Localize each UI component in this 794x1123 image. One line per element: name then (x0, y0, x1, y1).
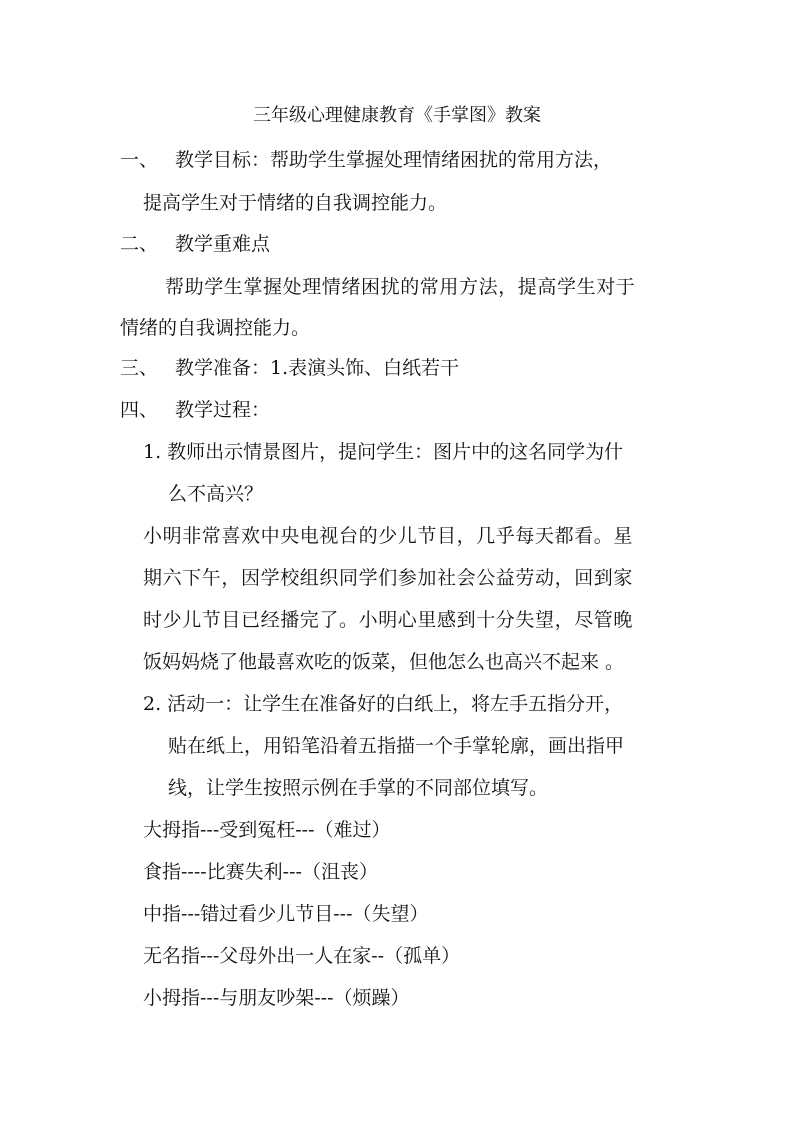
finger-item: 中指---错过看少儿节目---（失望） (143, 903, 429, 925)
story-line: 期六下午，因学校组织同学们参加社会公益劳动，回到家 (143, 567, 634, 589)
section-number: 四、 (120, 399, 159, 421)
section-number: 三、 (120, 357, 159, 379)
step-2-text: 贴在纸上，用铅笔沿着五指描一个手掌轮廓，画出指甲 (168, 735, 625, 757)
story-line: 小明非常喜欢中央电视台的少儿节目，几乎每天都看。星 (143, 525, 634, 547)
section-heading: 教学过程： (175, 399, 271, 421)
paragraph-text: 教学目标：帮助学生掌握处理情绪困扰的常用方法， (175, 149, 613, 171)
document-title: 三年级心理健康教育《手掌图》教案 (253, 105, 541, 126)
story-line: 饭妈妈烧了他最喜欢吃的饭菜，但他怎么也高兴不起来 。 (143, 651, 625, 673)
story-line: 时少儿节目已经播完了。小明心里感到十分失望，尽管晚 (143, 609, 634, 631)
section-heading: 教学重难点 (175, 233, 271, 255)
finger-item: 食指----比赛失利---（沮丧） (143, 861, 378, 883)
paragraph-text: 教学准备：1.表演头饰、白纸若干 (175, 357, 460, 379)
paragraph-text: 帮助学生掌握处理情绪困扰的常用方法，提高学生对于 (165, 276, 636, 298)
section-number: 一、 (120, 149, 159, 171)
finger-item: 大拇指---受到冤枉---（难过） (143, 819, 391, 841)
finger-item: 无名指---父母外出一人在家--（孤单） (143, 945, 461, 967)
paragraph-text: 情绪的自我调控能力。 (120, 317, 311, 339)
step-1-text: 1. 教师出示情景图片，提问学生：图片中的这名同学为什 (143, 441, 624, 463)
section-number: 二、 (120, 233, 159, 255)
section-1 (120, 148, 612, 172)
section-2 (120, 232, 270, 256)
finger-item: 小拇指---与朋友吵架---（烦躁） (143, 987, 410, 1009)
step-2-text: 线，让学生按照示例在手掌的不同部位填写。 (168, 777, 549, 799)
step-1-text: 么不高兴？ (168, 483, 264, 505)
section-3 (120, 356, 459, 380)
step-2-text: 2. 活动一：让学生在准备好的白纸上，将左手五指分开， (143, 693, 624, 715)
section-4 (120, 398, 270, 422)
paragraph-text: 提高学生对于情绪的自我调控能力。 (143, 192, 448, 214)
